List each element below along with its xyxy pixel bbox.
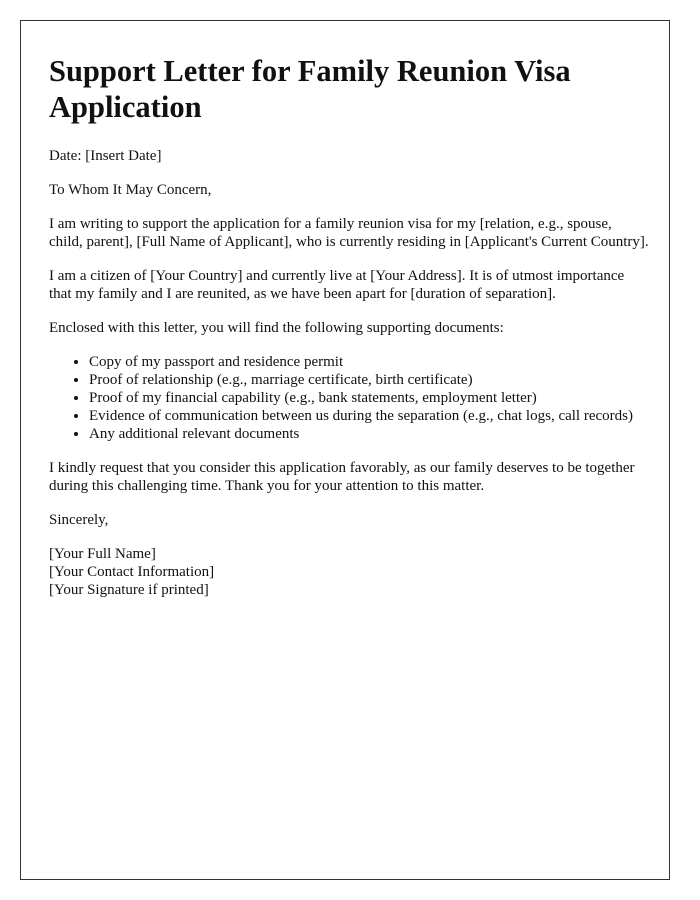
signature-name: [Your Full Name] bbox=[49, 546, 156, 562]
signature-line: [Your Signature if printed] bbox=[49, 582, 209, 598]
closing-paragraph: I kindly request that you consider this application favorably, as our family deserves to be together during this challenging time. Thank you for your attention to this matter. bbox=[49, 460, 635, 494]
letter-page bbox=[20, 20, 670, 880]
citizenship-paragraph: I am a citizen of [Your Country] and currently live at [Your Address]. It is of utmost importance that my family and I are reunited, as we have been apart for [duration of separation]. bbox=[49, 268, 625, 302]
list-item: • Proof of my financial capability (e.g., bank statements, employment letter) bbox=[89, 389, 649, 407]
enclosure-paragraph: Enclosed with this letter, you will find the following supporting documents: bbox=[49, 320, 504, 336]
letter-title: Support Letter for Family Reunion Visa Application bbox=[49, 54, 571, 124]
sign-off: Sincerely, bbox=[49, 512, 109, 528]
date-line: Date: [Insert Date] bbox=[49, 148, 162, 164]
list-item: • Any additional relevant documents bbox=[89, 425, 649, 443]
documents-list bbox=[49, 353, 649, 443]
signature-block bbox=[49, 545, 649, 599]
intro-paragraph: I am writing to support the application for a family reunion visa for my [relation, e.g., spouse, child, parent], [Full Name of Applicant], who is currently residing in [Applicant's Current Country]. bbox=[49, 216, 649, 250]
list-item: • Proof of relationship (e.g., marriage certificate, birth certificate) bbox=[89, 371, 649, 389]
salutation: To Whom It May Concern, bbox=[49, 182, 212, 198]
list-item: • Copy of my passport and residence permit bbox=[89, 353, 649, 371]
signature-contact: [Your Contact Information] bbox=[49, 564, 215, 580]
list-item: • Evidence of communication between us during the separation (e.g., chat logs, call records) bbox=[89, 407, 649, 425]
